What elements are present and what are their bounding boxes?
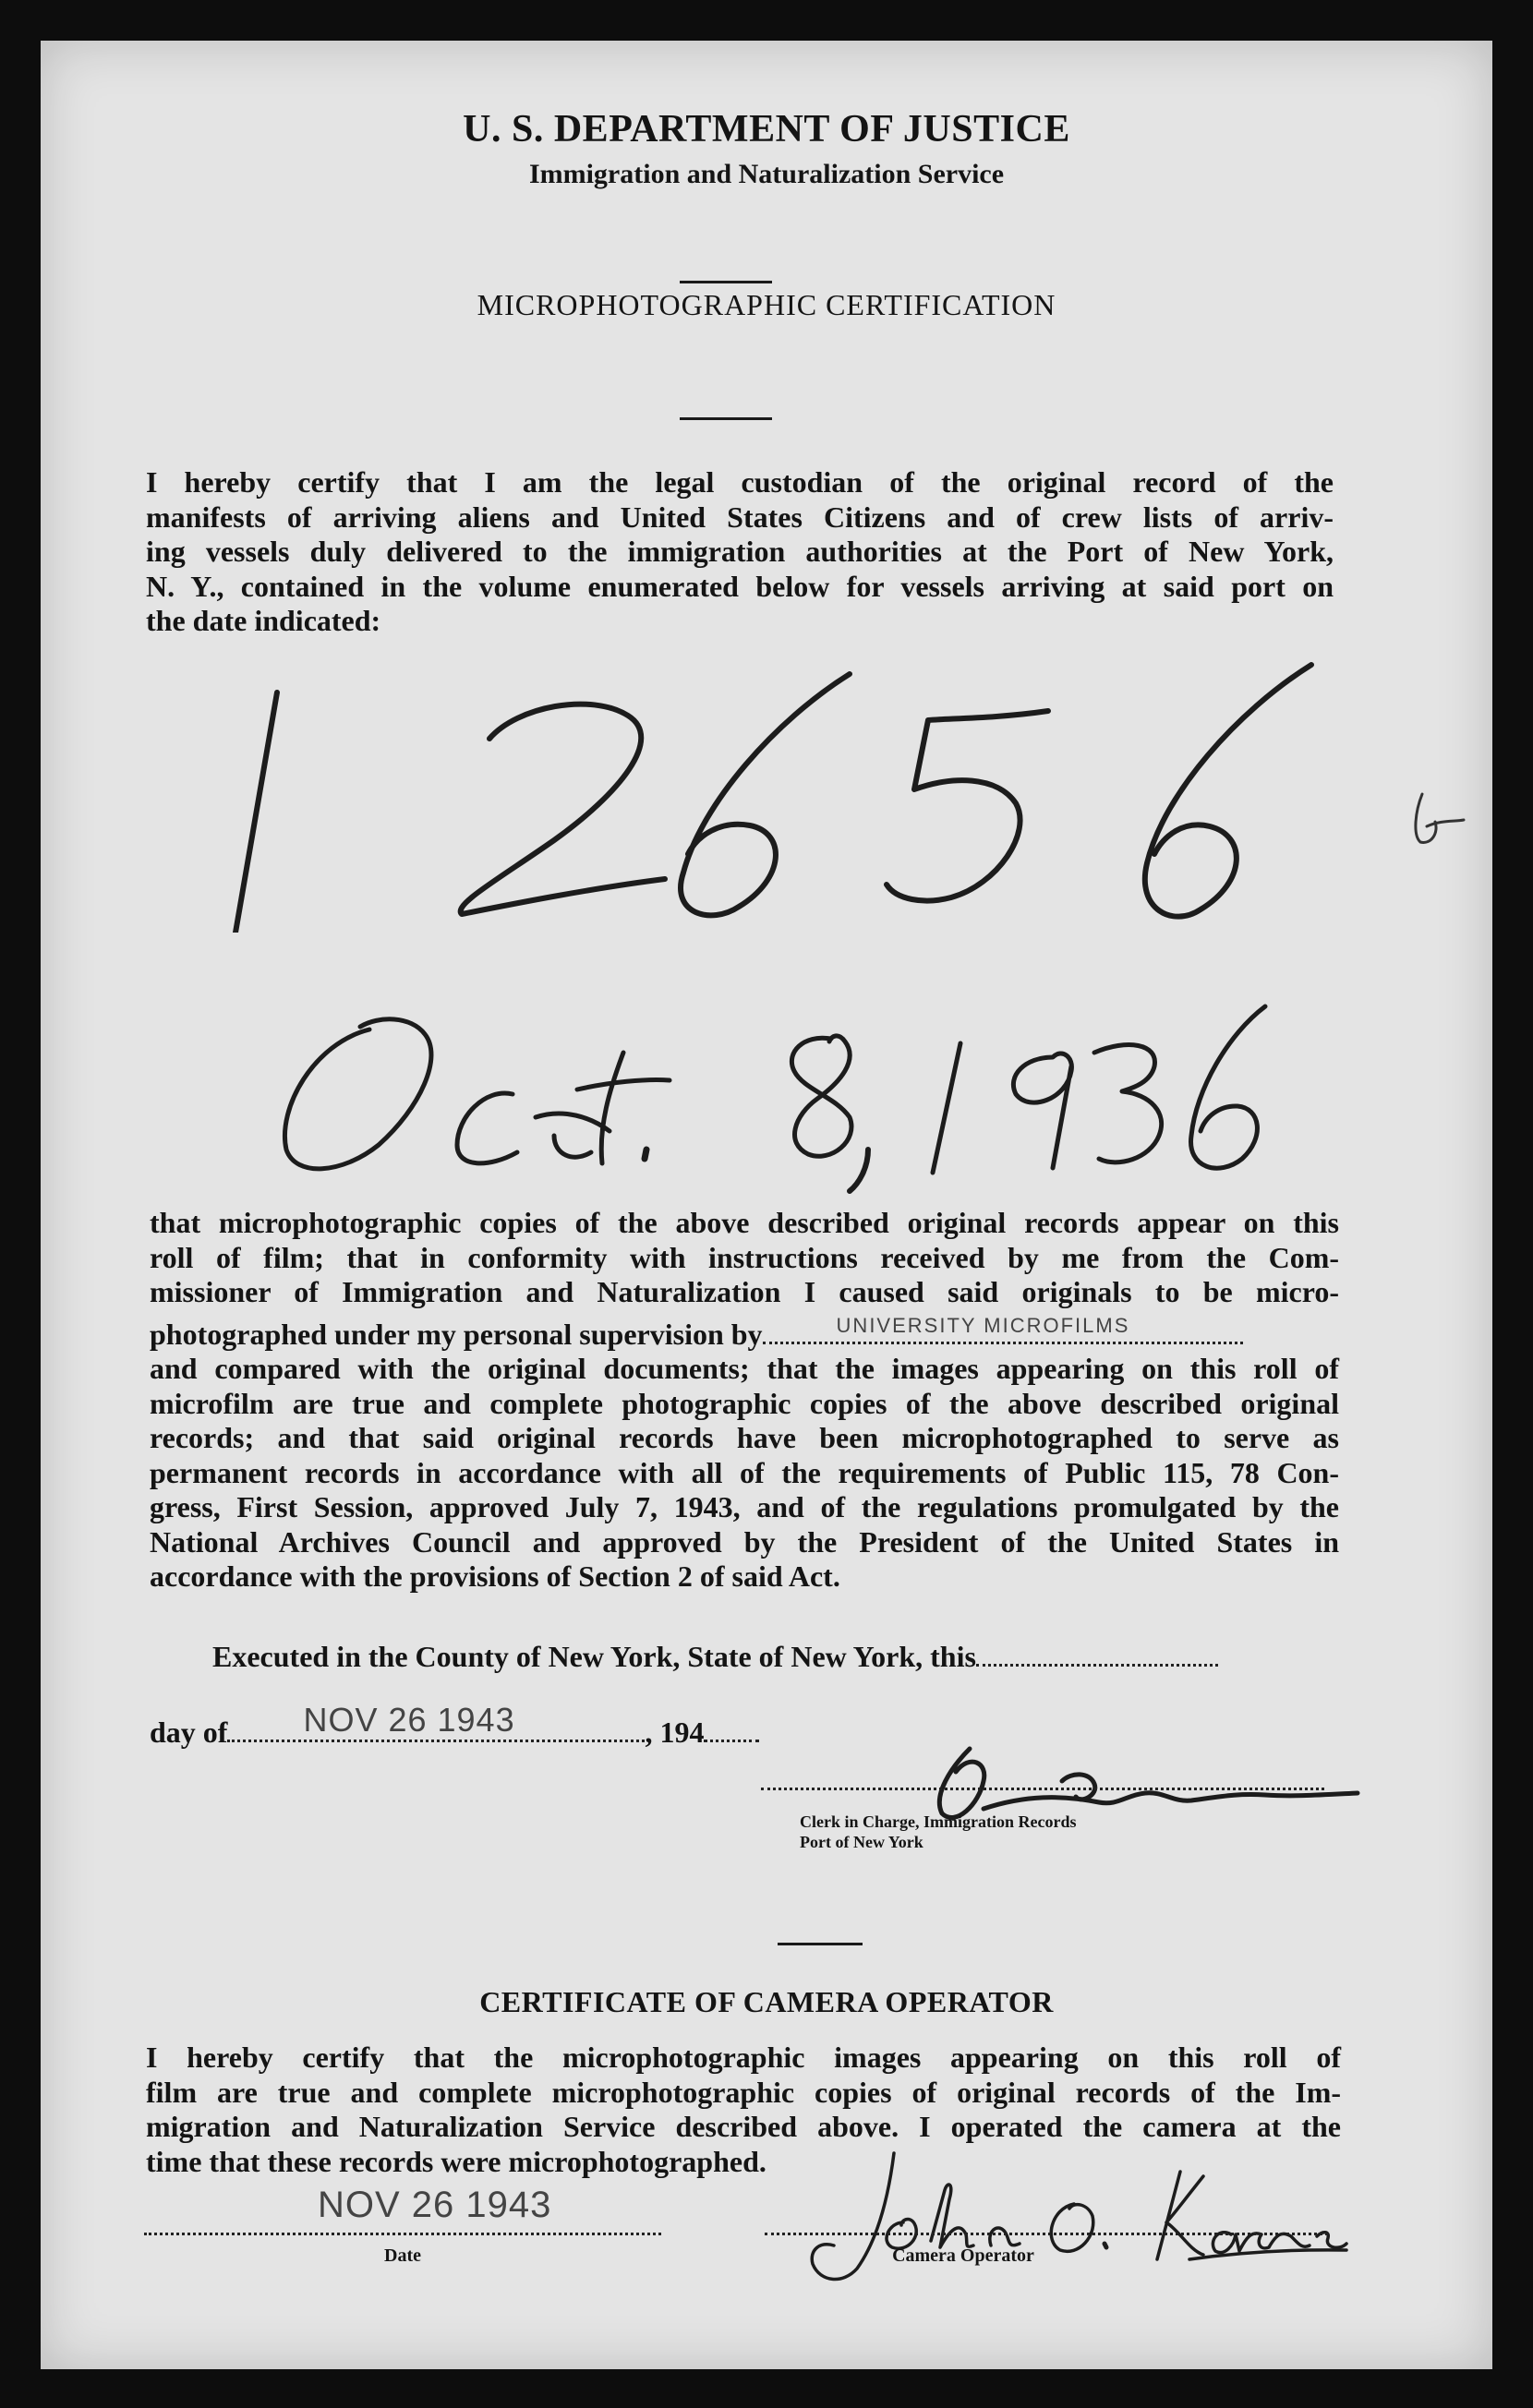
text-line: that microphotographic copies of the above described original records appear on this [150, 1206, 1339, 1239]
clerk-signature-line [761, 1788, 1324, 1790]
date-label: Date [384, 2245, 421, 2266]
supervisor-stamp: UNIVERSITY MICROFILMS [836, 1314, 1130, 1337]
clerk-office-line: Port of New York [800, 1833, 923, 1851]
service-subheading: Immigration and Naturalization Service [528, 159, 1005, 189]
text-line: National Archives Council and approved by the President of the United States in [150, 1524, 1339, 1559]
camera-operator-label: Camera Operator [892, 2245, 1034, 2266]
custodian-statement [146, 465, 1334, 639]
text-line: ing vessels duly delivered to the immigration authorities at the Port of New York, [146, 535, 1334, 568]
executed-date-stamp: NOV 26 1943 [303, 1701, 515, 1739]
certificate-sheet [41, 41, 1492, 2369]
camera-certificate-title: CERTIFICATE OF CAMERA OPERATOR [479, 1985, 1054, 2018]
text-line: missioner of Immigration and Naturalization I caused said originals to be micro- [150, 1275, 1339, 1308]
divider [778, 1943, 863, 1945]
day-of-line [150, 1701, 759, 1750]
camera-date-stamp: NOV 26 1943 [318, 2185, 552, 2225]
text-line: migration and Naturalization Service described above. I operated the camera at the [146, 2110, 1341, 2143]
text-line: records; and that said original records have been microphotographed to serve as [150, 1421, 1339, 1454]
text-line: N. Y., contained in the volume enumerated below for vessels arriving at said port on [146, 569, 1334, 603]
text-line: gress, First Session, approved July 7, 1943, and of the regulations promulgated by the [150, 1490, 1339, 1523]
day-of-label: day of [150, 1716, 228, 1749]
divider [680, 417, 772, 420]
clerk-title-line: Clerk in Charge, Immigration Records [800, 1812, 1077, 1831]
clerk-title [800, 1812, 1076, 1852]
executed-text: Executed in the County of New York, State of New York, this [212, 1640, 976, 1673]
text-line: permanent records in accordance with all of the requirements of Public 115, 78 Con- [150, 1455, 1339, 1489]
certification-body [150, 1206, 1339, 1595]
supervisor-field [763, 1316, 1243, 1344]
text-line: microfilm are true and complete photographic copies of the above described original [150, 1386, 1339, 1420]
text-line: the date indicated: [146, 604, 381, 637]
divider [680, 281, 772, 283]
camera-operator-signature [792, 2135, 1365, 2292]
text-line: time that these records were microphotographed. [146, 2144, 766, 2178]
text-line: I hereby certify that the microphotographic images appearing on this roll of [146, 2041, 1341, 2074]
year-field [704, 1716, 759, 1742]
supervision-line [150, 1316, 1339, 1353]
handwritten-volume-number [185, 637, 1478, 933]
year-prefix: , 194 [645, 1716, 705, 1749]
text-line: manifests of arriving aliens and United States Citizens and of crew lists of arriv- [146, 500, 1334, 534]
supervision-prefix: photographed under my personal supervision by [150, 1317, 763, 1351]
text-line: and compared with the original documents; that the images appearing on this roll of [150, 1352, 1339, 1385]
date-line [144, 2233, 661, 2235]
executed-line [212, 1640, 1218, 1674]
text-line: film are true and complete microphotographic copies of original records of the Im- [146, 2075, 1341, 2109]
month-field [227, 1701, 645, 1742]
certification-title: MICROPHOTOGRAPHIC CERTIFICATION [477, 288, 1056, 321]
text-line: I hereby certify that I am the legal custodian of the original record of the [146, 465, 1334, 499]
camera-operator-signature-line [765, 2233, 1328, 2235]
text-line: accordance with the provisions of Section 2 of said Act. [150, 1559, 840, 1593]
department-heading: U. S. DEPARTMENT OF JUSTICE [463, 108, 1070, 150]
handwritten-record-date [259, 979, 1459, 1200]
text-line: roll of film; that in conformity with instructions received by me from the Com- [150, 1240, 1339, 1274]
day-field [976, 1640, 1218, 1667]
